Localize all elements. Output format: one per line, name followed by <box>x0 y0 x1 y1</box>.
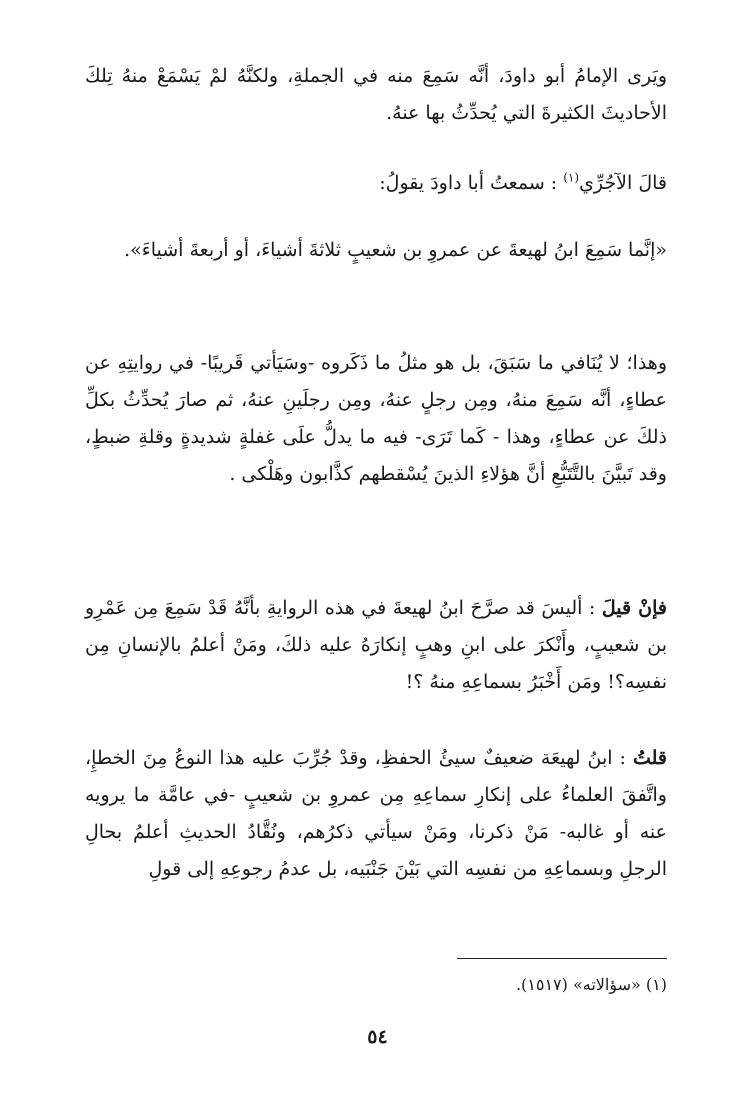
objection-lead: فإنْ قيلَ <box>601 597 667 619</box>
footnote: (١) «سؤالاته» (١٥١٧). <box>515 975 667 994</box>
ajurri-rest: : سمعتُ أبا داودَ يقولُ: <box>379 172 558 194</box>
paragraph-explanation: وهذا؛ لا يُنَافي ما سَبَقَ، بل هو مثلُ ما ذَكَروه -وسَيَأتي قَريبًا- في روايتِهِ عن عطاءٍ، أنَّه سَمِعَ منهُ، ومِن رجلٍ عنهُ، ومِن رجلَينِ عنهُ، ثم صارَ يُحدِّثُ بكلِّ ذلكَ عن عطاءٍ، وهذا - كَما تَرَى- فيه ما يدلُّ علَى غفلةٍ شديدةٍ وقلةِ ضبطٍ، وقد تَبيَّنَ بالتَّتَبُّعِ أنَّ هؤلاءِ الذينَ يُسْقطهم كذَّابون وهَلْكى . <box>85 352 667 485</box>
ajurri-name: قالَ الآجُرِّي <box>579 172 667 194</box>
footnote-divider <box>457 958 667 959</box>
page-number: ٥٤ <box>367 1026 388 1048</box>
reply-lead: قلتُ <box>632 747 667 769</box>
paragraph-objection <box>85 590 667 701</box>
paragraph-abu-dawud-view: ويَرى الإمامُ أبو داودَ، أنَّه سَمِعَ منه في الجملةِ، ولكنَّهُ لمْ يَسْمَعْ منهُ تِلكَ الأحاديثَ الكثيرةَ التي يُحدِّثُ بها عنهُ. <box>85 65 667 124</box>
paragraph-reply <box>85 740 667 888</box>
paragraph-ajurri-quote-intro <box>85 165 667 202</box>
reply-body: : ابنُ لهيعَة ضعيفٌ سيئُ الحفظِ، وقدْ جُرِّبَ عليه هذا النوعُ مِنَ الخطإِ، واتَّفقَ العلماءُ على إنكارِ سماعِهِ مِن عمروِ بن شعيبٍ -في عامَّة ما يرويه عنه أو غالبه- مَنْ ذكرنا، ومَنْ سيأتي ذكرُهم، ونُقَّادُ الحديثِ أعلمُ بحالِ الرجلِ وبسماعِهِ من نفسِه التي بَيْنَ جَنْبَيه، بل عدمُ رجوعِهِ إلى قولِ <box>85 747 667 880</box>
paragraph-quotation: «إنَّما سَمِعَ ابنُ لهيعةَ عن عمروِ بن شعيبٍ ثلاثةَ أشياءَ، أو أربعةَ أشياءَ». <box>124 239 667 261</box>
footnote-marker: (١) <box>563 170 580 185</box>
objection-body: : أليسَ قد صرَّحَ ابنُ لهيعةَ في هذه الروايةِ بأنَّهُ قَدْ سَمِعَ مِن عَمْرِو بن شعيبٍ، وأَنْكرَ على ابنِ وهبٍ إنكارَهُ عليه ذلكَ، ومَنْ أعلمُ بالإنسانِ مِن نفسِه؟! ومَن أَخْبَرُ بسماعِهِ منهُ ؟! <box>85 597 667 693</box>
